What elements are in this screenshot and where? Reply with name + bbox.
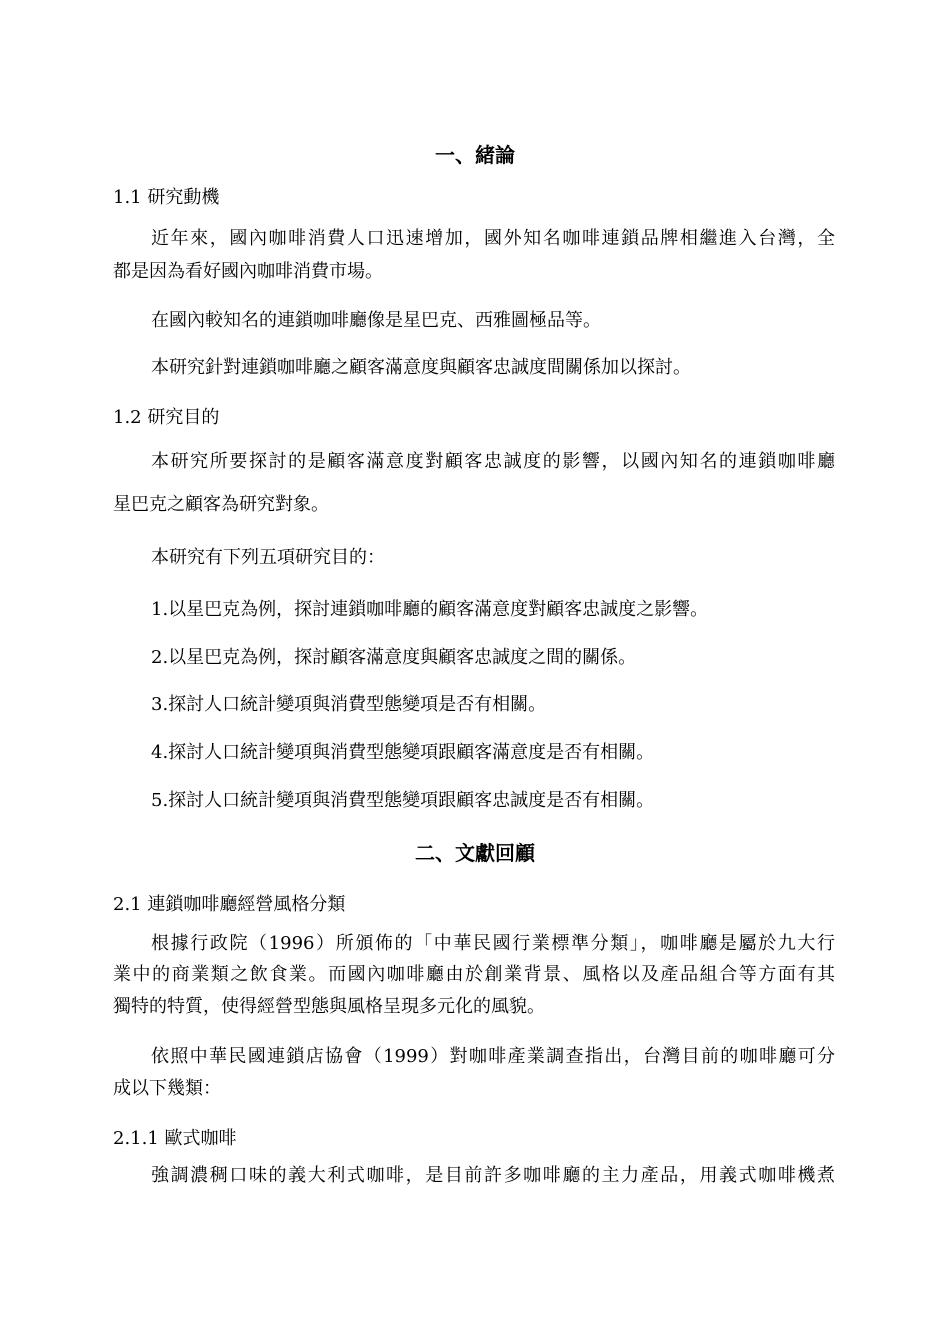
list-item: 2.以星巴克為例，探討顧客滿意度與顧客忠誠度之間的關係。	[151, 647, 637, 668]
section-heading-1-1: 1.1 研究動機	[113, 187, 220, 208]
paragraph-line: 星巴克之顧客為研究對象。	[113, 494, 329, 515]
list-item: 3.探討人口統計變項與消費型態變項是否有相關。	[151, 694, 547, 715]
paragraph-line: 都是因為看好國內咖啡消費市場。	[113, 261, 383, 282]
paragraph-line: 本研究所要探討的是顧客滿意度對顧客忠誠度的影響，以國內知名的連鎖咖啡廳	[151, 451, 835, 472]
list-item: 4.探討人口統計變項與消費型態變項跟顧客滿意度是否有相關。	[151, 742, 655, 763]
chapter-title-literature-review: 二、文獻回顧	[415, 841, 535, 865]
list-item: 5.探討人口統計變項與消費型態變項跟顧客忠誠度是否有相關。	[151, 790, 655, 811]
list-item: 1.以星巴克為例，探討連鎖咖啡廳的顧客滿意度對顧客忠誠度之影響。	[151, 599, 709, 620]
paragraph-line: 近年來，國內咖啡消費人口迅速增加，國外知名咖啡連鎖品牌相繼進入台灣，全	[151, 228, 835, 249]
paragraph-line: 業中的商業類之飲食業。而國內咖啡廳由於創業背景、風格以及產品組合等方面有其	[113, 964, 835, 985]
section-heading-2-1-1: 2.1.1 歐式咖啡	[113, 1128, 237, 1149]
paragraph: 本研究有下列五項研究目的：	[151, 547, 385, 568]
section-heading-1-2: 1.2 研究目的	[113, 407, 220, 428]
paragraph-line: 強調濃稠口味的義大利式咖啡，是目前許多咖啡廳的主力產品，用義式咖啡機煮	[151, 1165, 835, 1186]
paragraph: 在國內較知名的連鎖咖啡廳像是星巴克、西雅圖極品等。	[151, 310, 601, 331]
paragraph-line: 成以下幾類：	[113, 1078, 221, 1099]
paragraph-line: 獨特的特質，使得經營型態與風格呈現多元化的風貌。	[113, 996, 545, 1017]
section-heading-2-1: 2.1 連鎖咖啡廳經營風格分類	[113, 894, 346, 915]
paragraph: 本研究針對連鎖咖啡廳之顧客滿意度與顧客忠誠度間關係加以探討。	[151, 357, 691, 378]
paragraph-line: 根據行政院（1996）所頒佈的「中華民國行業標準分類」，咖啡廳是屬於九大行	[151, 933, 835, 954]
chapter-title-introduction: 一、緒論	[435, 143, 515, 167]
paragraph-line: 依照中華民國連鎖店協會（1999）對咖啡產業調查指出，台灣目前的咖啡廳可分	[151, 1046, 835, 1067]
